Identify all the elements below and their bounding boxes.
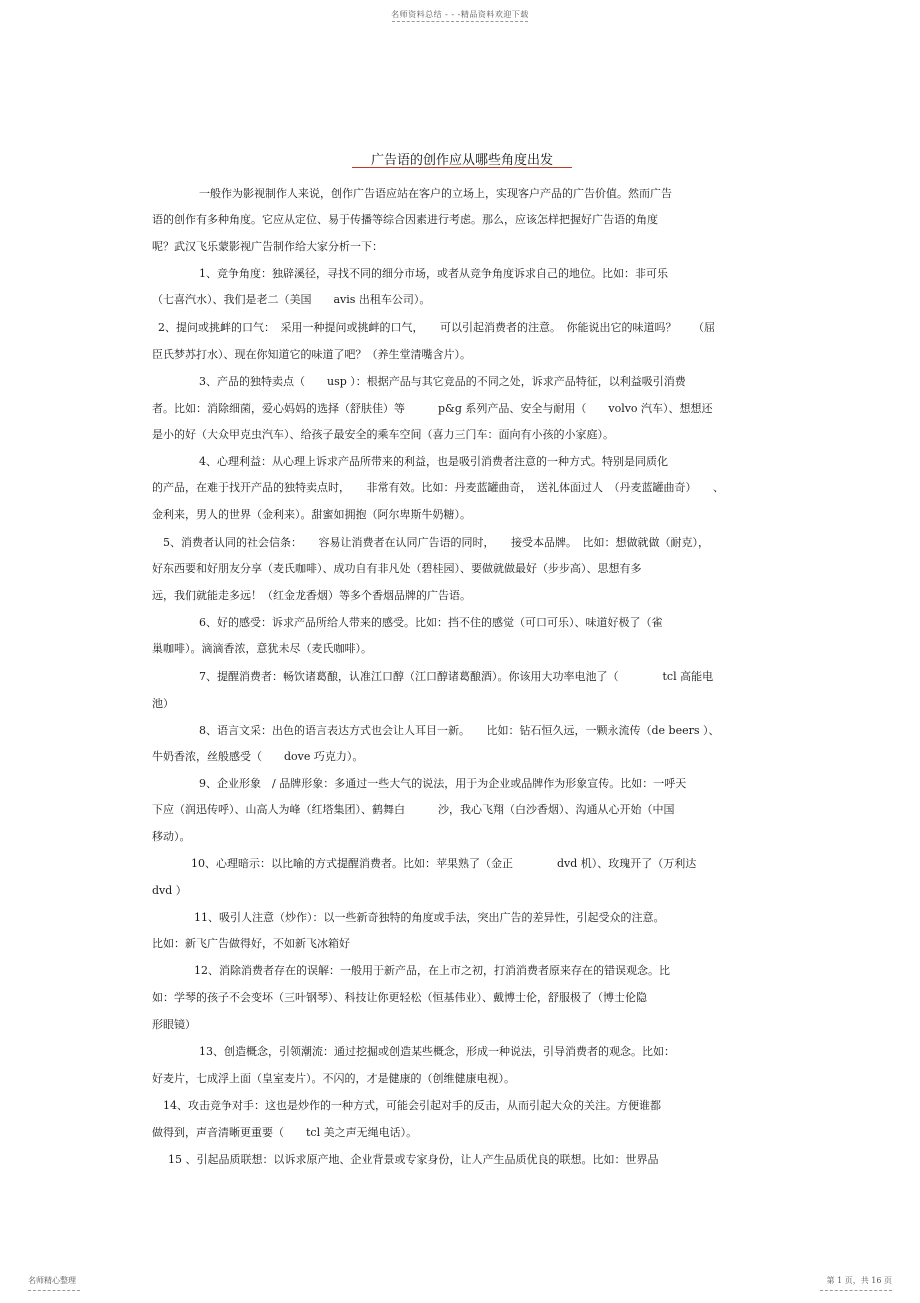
text-line: 是小的好（大众甲克虫汽车）、给孩子最安全的乘车空间（喜力三门车：面向有小孩的小家庭）。 (152, 428, 614, 441)
text-line: 巢咖啡）。滴滴香浓，意犹未尽（麦氏咖啡）。 (152, 642, 372, 655)
text-line: 牛奶香浓，丝般感受（ dove 巧克力）。 (152, 750, 364, 763)
text-line: 3、产品的独特卖点（ usp ）：根据产品与其它竞品的不同之处，诉求产品特征，以利益吸引消费 (199, 375, 686, 388)
text-line: 下应（润迅传呼）、山高人为峰（红塔集团）、鹤舞白 沙，我心飞翔（白沙香烟）、沟通从心开始（中国 (152, 803, 675, 816)
text-line: 一般作为影视制作人来说，创作广告语应站在客户的立场上，实现客户产品的广告价值。然而广告 (199, 187, 672, 200)
text-line: 13、创造概念，引领潮流：通过挖掘或创造某些概念，形成一种说法，引导消费者的观念。比如： (199, 1045, 675, 1058)
footer-left-divider (28, 1290, 80, 1291)
text-line: 如：学琴的孩子不会变坏（三叶钢琴）、科技让你更轻松（恒基伟业）、戴博士伦，舒服极了（博士伦隐 (152, 991, 647, 1004)
text-line: 12、消除消费者存在的误解：一般用于新产品，在上市之初，打消消费者原来存在的错误观念。比 (194, 964, 670, 977)
title-underline (352, 167, 572, 168)
text-line: 好麦片，七成浮上面（皇室麦片）。不闪的，才是健康的（创维健康电视）。 (152, 1072, 515, 1085)
text-line: 15 、引起品质联想：以诉求原产地、企业背景或专家身份，让人产生品质优良的联想。比如：世界品 (168, 1153, 659, 1166)
text-line: 者。比如：消除细菌，爱心妈妈的选择（舒肤佳）等 p&g 系列产品、安全与耐用（ volvo 汽车）、想想还 (152, 402, 713, 415)
text-line: 8、语言文采：出色的语言表达方式也会让人耳目一新。 比如：钻石恒久远，一颗永流传（de beers ）、 (199, 724, 720, 737)
text-line: 比如：新飞广告做得好，不如新飞冰箱好 (152, 937, 350, 950)
footer-left-text: 名师精心整理 (28, 1276, 76, 1285)
text-line: 远，我们就能走多远！（红金龙香烟）等多个香烟品牌的广告语。 (152, 589, 471, 602)
header-divider (392, 21, 528, 22)
text-line: 好东西要和好朋友分享（麦氏咖啡）、成功自有非凡处（碧桂园）、要做就做最好（步步高）、思想有多 (152, 562, 642, 575)
text-line: 池） (152, 697, 174, 710)
text-line: dvd ） (152, 884, 187, 897)
text-line: 的产品，在难于找开产品的独特卖点时， 非常有效。比如：丹麦蓝罐曲奇， 送礼体面过人 （丹麦蓝罐曲奇） 、 (152, 481, 724, 494)
text-line: 语的创作有多种角度。它应从定位、易于传播等综合因素进行考虑。那么，应该怎样把握好广告语的角度 (152, 213, 658, 226)
footer-right-divider (820, 1290, 892, 1291)
text-line: 10、心理暗示：以比喻的方式提醒消费者。比如：苹果熟了（金正 dvd 机）、玫瑰开了（万利达 (191, 857, 697, 870)
text-line: 形眼镜） (152, 1018, 196, 1031)
text-line: 4、心理利益：从心理上诉求产品所带来的利益，也是吸引消费者注意的一种方式。特别是同质化 (199, 455, 668, 468)
text-line: 11、吸引人注意（炒作）：以一些新奇独特的角度或手法，突出广告的差异性，引起受众的注意。 (194, 911, 665, 924)
text-line: 9、企业形象 / 品牌形象：多通过一些大气的说法，用于为企业或品牌作为形象宣传。比如：一呼天 (199, 777, 687, 790)
text-line: 1、竞争角度：独辟溪径，寻找不同的细分市场，或者从竞争角度诉求自己的地位。比如：非可乐 (199, 267, 668, 280)
text-line: 5、消费者认同的社会信条： 容易让消费者在认同广告语的同时， 接受本品牌。 比如：想做就做（耐克）， (163, 536, 709, 549)
page-number: 第 1 页，共 16 页 (826, 1276, 892, 1285)
text-line: 移动）。 (152, 830, 191, 843)
document-title: 广告语的创作应从哪些角度出发 (370, 153, 553, 168)
text-line: 14、攻击竞争对手：这也是炒作的一种方式，可能会引起对手的反击，从而引起大众的关注。方便谁都 (163, 1099, 661, 1112)
text-line: （七喜汽水）、我们是老二（美国 avis 出租车公司）。 (152, 293, 431, 306)
text-line: 金利来，男人的世界（金利来）。甜蜜如拥抱（阿尔卑斯牛奶糖）。 (152, 508, 471, 521)
text-line: 做得到，声音清晰更重要（ tcl 美之声无绳电话）。 (152, 1126, 418, 1139)
text-line: 2、提问或挑衅的口气： 采用一种提问或挑衅的口气， 可以引起消费者的注意。 你能说出它的味道吗？ （屈 (158, 321, 715, 334)
page-header: 名师资料总结 - - -精品资料欢迎下载 (391, 10, 529, 19)
text-line: 臣氏梦苏打水）、现在你知道它的味道了吧？（养生堂清嘴含片）。 (152, 348, 471, 361)
text-line: 呢？武汉飞乐蒙影视广告制作给大家分析一下： (152, 240, 383, 253)
text-line: 6、好的感受：诉求产品所给人带来的感受。比如：挡不住的感觉（可口可乐）、味道好极了（雀 (199, 616, 663, 629)
text-line: 7、提醒消费者：畅饮诸葛酿，认准江口醇（江口醇诸葛酿酒）。你该用大功率电池了（ tcl 高能电 (199, 670, 714, 683)
